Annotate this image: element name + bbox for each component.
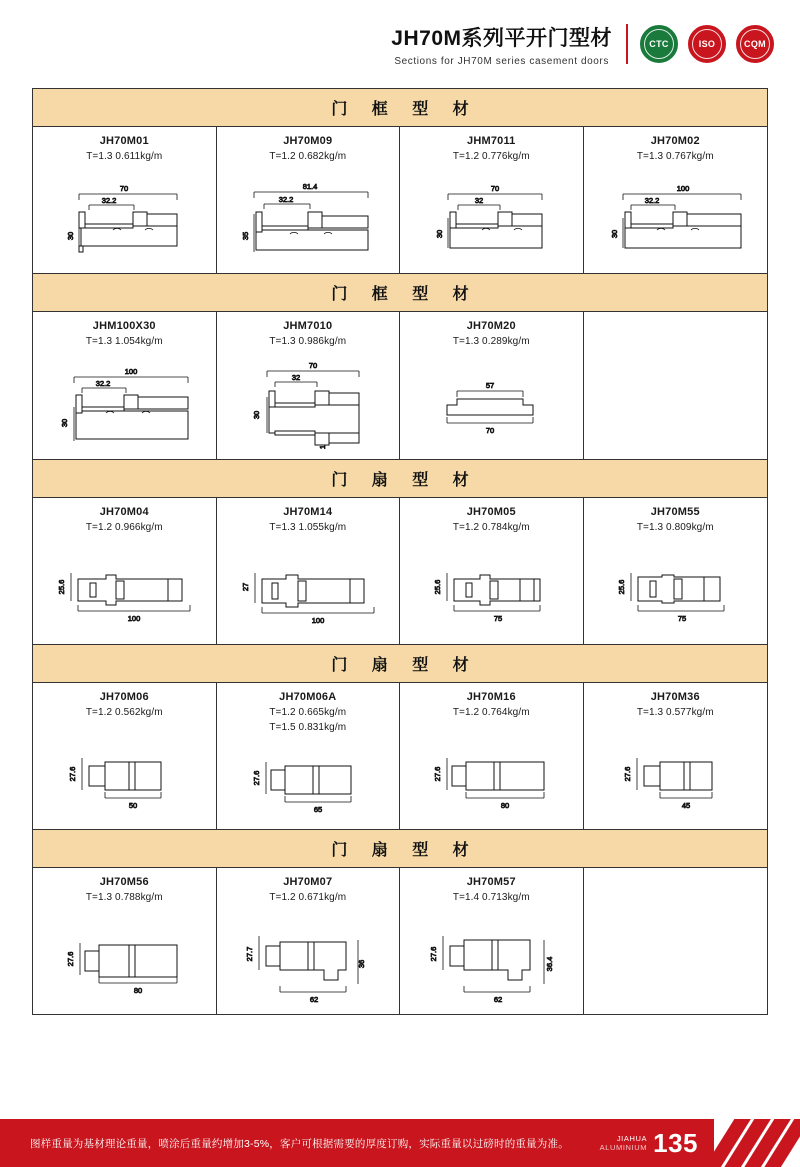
profile-spec: T=1.4 0.713kg/m (452, 891, 530, 903)
profile-drawing (221, 166, 396, 268)
svg-text:80: 80 (501, 800, 510, 810)
svg-text:35: 35 (240, 232, 250, 241)
profile-spec: T=1.2 0.764kg/m (452, 706, 530, 718)
profile-row (33, 498, 767, 645)
page-number: 135 (653, 1127, 698, 1158)
profile-code: JH70M20 (466, 320, 516, 332)
profile-spec: T=1.3 0.788kg/m (85, 891, 163, 903)
profile-spec: T=1.2 0.562kg/m (85, 706, 163, 718)
svg-text:27.6: 27.6 (251, 770, 261, 785)
svg-text:27.6: 27.6 (66, 951, 76, 967)
svg-text:70: 70 (308, 360, 317, 370)
profile-code: JH70M56 (99, 875, 149, 888)
profile-code: JH70M02 (650, 135, 700, 147)
profile-drawing (221, 536, 396, 638)
svg-text:25.6: 25.6 (433, 579, 443, 595)
profile-code: JH70M36 (650, 690, 700, 703)
profile-drawing (404, 906, 579, 1008)
svg-text:100: 100 (127, 613, 141, 623)
section-title: 门 扇 型 材 (33, 645, 767, 683)
svg-text:32.2: 32.2 (101, 196, 117, 206)
profile-cell[interactable] (33, 868, 217, 1014)
profile-cell[interactable] (217, 312, 401, 459)
china-compulsory-mark-icon (640, 25, 678, 63)
profile-spec: T=1.2 0.784kg/m (452, 521, 530, 533)
svg-text:30: 30 (66, 232, 76, 241)
profile-cell[interactable] (400, 498, 584, 644)
svg-text:65: 65 (313, 804, 322, 814)
profile-cell[interactable] (400, 683, 584, 829)
profile-cell[interactable] (584, 127, 768, 273)
profile-cell[interactable] (400, 127, 584, 273)
section-title: 门 框 型 材 (33, 89, 767, 127)
svg-text:32.2: 32.2 (95, 378, 111, 388)
brand-subname: ALUMINIUM (599, 1143, 648, 1152)
cqm-mark-icon (736, 25, 774, 63)
header-divider (626, 24, 628, 64)
profile-drawing (588, 721, 764, 823)
profile-row (33, 868, 767, 1015)
profile-drawing (588, 166, 764, 268)
profile-code: JH70M09 (283, 135, 333, 147)
profile-cell-empty (584, 312, 768, 459)
profile-cell[interactable] (33, 312, 217, 459)
section-title: 门 扇 型 材 (33, 460, 767, 498)
svg-text:27.6: 27.6 (433, 766, 443, 782)
profile-row (33, 312, 767, 460)
profile-code: JH70M16 (466, 690, 516, 703)
profile-code: JHM7011 (467, 135, 516, 147)
svg-text:81.4: 81.4 (302, 182, 318, 192)
header-title-block (391, 22, 626, 67)
profile-drawing (37, 166, 212, 268)
svg-text:70: 70 (486, 425, 495, 435)
profile-drawing (37, 906, 212, 1008)
profile-code: JH70M06A (279, 690, 337, 703)
profile-drawing (221, 351, 396, 453)
footer-note: 图样重量为基材理论重量，喷涂后重量约增加3-5%，客户可根据需要的厚度订购，实际重量以过磅时的重量为准。 (30, 1137, 569, 1150)
section-title: 门 框 型 材 (33, 274, 767, 312)
profile-cell[interactable] (217, 498, 401, 644)
profile-code: JH70M01 (99, 135, 149, 147)
quality-certification-mark-icon (688, 25, 726, 63)
badge-label: ISO (692, 29, 722, 59)
profile-spec: T=1.2 0.776kg/m (452, 151, 530, 162)
svg-text:36: 36 (357, 959, 367, 968)
profile-spec: T=1.3 0.611kg/m (86, 151, 163, 162)
profile-cell[interactable] (33, 683, 217, 829)
svg-text:27: 27 (240, 582, 250, 591)
profile-cell[interactable] (217, 127, 401, 273)
svg-text:30: 30 (251, 410, 261, 419)
page-header (0, 0, 800, 88)
svg-text:27.7: 27.7 (245, 946, 255, 962)
page-title: JH70M系列平开门型材 (391, 26, 612, 50)
profile-cell[interactable] (584, 683, 768, 829)
profile-spec: T=1.2 0.665kg/m (269, 706, 347, 718)
page-footer (0, 1119, 800, 1167)
profile-spec: T=1.3 0.577kg/m (636, 706, 714, 718)
profile-spec: T=1.3 0.809kg/m (636, 521, 714, 533)
profile-code: JH70M06 (99, 690, 149, 703)
profile-cell[interactable] (33, 498, 217, 644)
svg-text:30: 30 (610, 230, 620, 239)
svg-text:27.6: 27.6 (428, 946, 438, 962)
svg-text:32.2: 32.2 (278, 195, 294, 205)
svg-text:62: 62 (310, 994, 319, 1004)
svg-text:62: 62 (493, 994, 502, 1004)
profile-code: JHM100X30 (92, 320, 156, 332)
profile-drawing (37, 536, 212, 638)
svg-text:75: 75 (494, 613, 503, 623)
profile-spec-secondary: T=1.5 0.831kg/m (269, 722, 347, 733)
profile-spec: T=1.2 0.671kg/m (269, 891, 347, 903)
svg-text:36.4: 36.4 (544, 956, 554, 972)
profile-cell[interactable] (33, 127, 217, 273)
svg-text:32: 32 (291, 372, 300, 382)
svg-text:25.6: 25.6 (57, 579, 67, 595)
profile-drawing (221, 737, 396, 823)
page-subtitle: Sections for JH70M series casement doors (394, 55, 609, 67)
profile-drawing (588, 536, 764, 638)
svg-text:100: 100 (311, 615, 325, 625)
svg-text:100: 100 (676, 184, 690, 194)
profile-drawing (404, 536, 579, 638)
profile-row (33, 683, 767, 830)
profile-code: JH70M07 (283, 875, 333, 888)
brand-block (600, 1134, 654, 1153)
svg-text:57: 57 (486, 380, 495, 390)
svg-text:27.6: 27.6 (68, 766, 78, 782)
profile-drawing (37, 351, 212, 453)
profile-code: JH70M55 (650, 505, 700, 518)
profile-code: JH70M57 (466, 875, 516, 888)
profile-row (33, 127, 767, 274)
profile-sheet (32, 88, 768, 1015)
profile-drawing (404, 351, 579, 453)
profile-drawing (404, 166, 579, 268)
svg-text:30: 30 (435, 230, 445, 239)
badge-label: CQM (740, 29, 770, 59)
profile-code: JH70M14 (283, 505, 333, 518)
brand-name: JIAHUA (616, 1133, 648, 1143)
svg-text:75: 75 (678, 613, 687, 623)
profile-cell-empty (584, 868, 768, 1014)
profile-drawing (221, 906, 396, 1008)
certification-badges (640, 25, 774, 63)
profile-spec: T=1.3 0.289kg/m (452, 336, 530, 347)
profile-drawing (37, 721, 212, 823)
svg-text:25.6: 25.6 (617, 579, 627, 595)
svg-text:32: 32 (475, 196, 484, 206)
svg-text:32.2: 32.2 (644, 196, 660, 206)
profile-spec: T=1.2 0.966kg/m (85, 521, 163, 533)
profile-spec: T=1.3 0.767kg/m (636, 151, 714, 162)
svg-text:70: 70 (120, 184, 129, 194)
svg-text:45: 45 (682, 800, 691, 810)
profile-spec: T=1.2 0.682kg/m (269, 151, 347, 162)
section-title: 门 扇 型 材 (33, 830, 767, 868)
profile-code: JH70M05 (466, 505, 516, 518)
profile-cell[interactable] (584, 498, 768, 644)
profile-cell[interactable] (217, 683, 401, 829)
svg-text:30: 30 (60, 418, 70, 427)
profile-code: JH70M04 (99, 505, 149, 518)
profile-spec: T=1.3 1.054kg/m (85, 336, 163, 347)
profile-cell[interactable] (217, 868, 401, 1014)
brand-logo-icon (714, 1119, 800, 1167)
svg-text:70: 70 (491, 184, 500, 194)
profile-drawing (404, 721, 579, 823)
svg-text:80: 80 (134, 985, 143, 995)
profile-code: JHM7010 (283, 320, 333, 332)
svg-text:50: 50 (129, 800, 138, 810)
profile-cell[interactable] (400, 312, 584, 459)
svg-text:27.6: 27.6 (623, 766, 633, 782)
badge-label: CTC (644, 29, 674, 59)
profile-cell[interactable] (400, 868, 584, 1014)
svg-text:100: 100 (124, 366, 138, 376)
profile-spec: T=1.3 1.055kg/m (269, 521, 347, 533)
profile-spec: T=1.3 0.986kg/m (269, 336, 347, 347)
